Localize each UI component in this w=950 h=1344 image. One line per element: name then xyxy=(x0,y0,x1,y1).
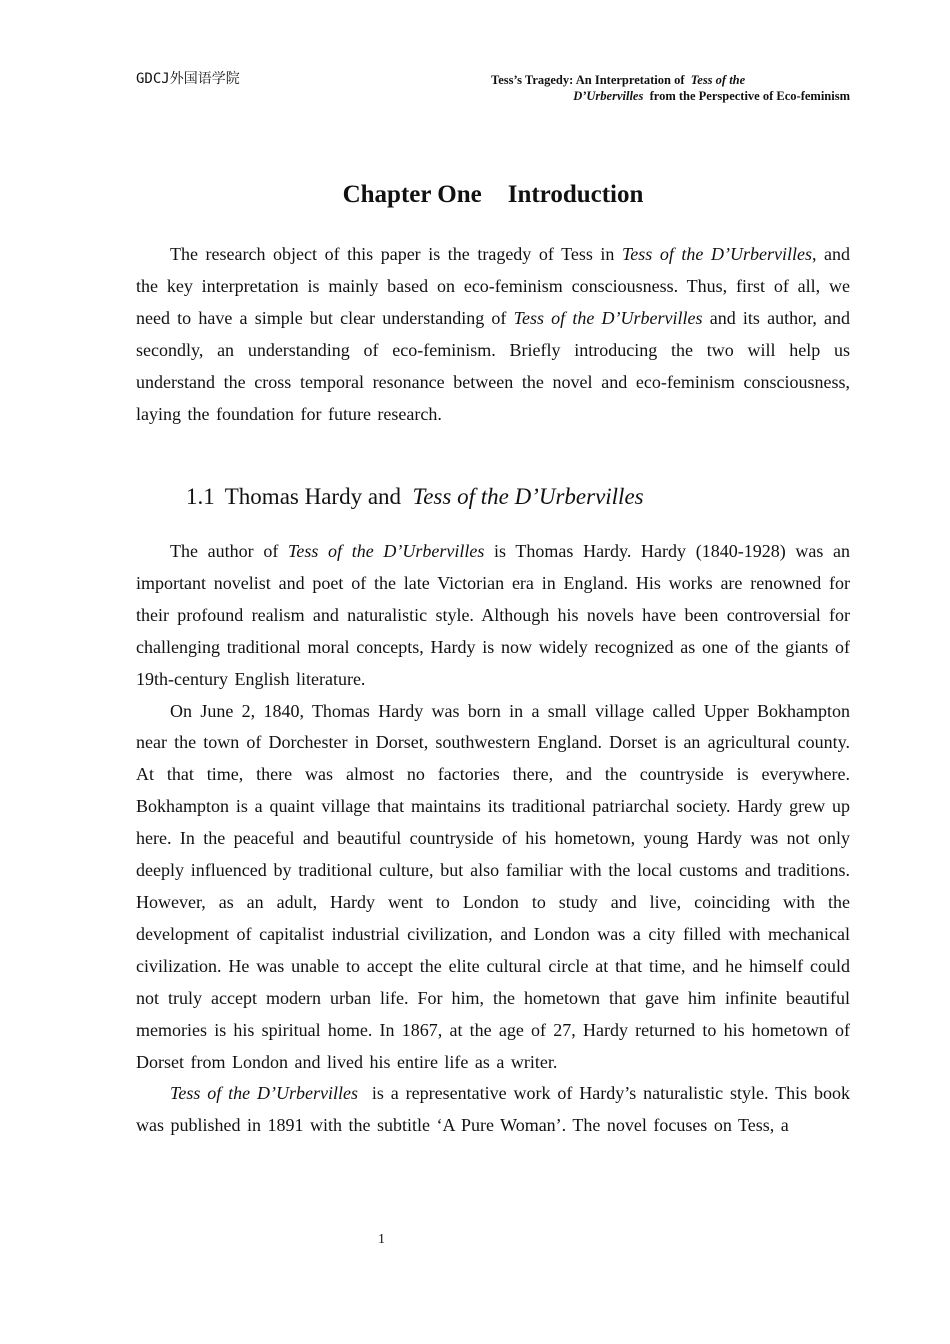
intro-text-1: The research object of this paper is the tragedy of Tess in xyxy=(170,244,615,264)
chapter-name: Introduction xyxy=(507,181,644,208)
section-1-1-body xyxy=(136,536,850,1142)
intro-italic-title-1: Tess of the D’Urbervilles xyxy=(621,244,812,264)
header-institution: GDCJ外国语学院 xyxy=(136,71,240,87)
intro-text-3: and its author, and secondly, an understanding of eco-feminism. Briefly introducing the two will help us understand the cross temporal resonance between the novel and eco-feminism consciousness, laying the foundation for future research. xyxy=(136,307,851,424)
section-title-italic: Tess of the D’Urbervilles xyxy=(412,484,644,509)
header-title-line-1 xyxy=(470,72,850,88)
novel-text: is a representative work of Hardy’s naturalistic style. This book was published in 1891 with the subtitle ‘A Pure Woman’. The novel focuses on Tess, a xyxy=(136,1083,851,1136)
section-number: 1.1 xyxy=(186,484,215,509)
header-title-italic-part1: Tess of the xyxy=(690,73,746,87)
intro-text-2: , and the key interpretation is mainly based on eco-feminism consciousness. Thus, first of all, we need to have a simple but clear understanding of xyxy=(136,244,850,328)
section-heading-1-1 xyxy=(186,484,644,510)
biography-paragraph: On June 2, 1840, Thomas Hardy was born in a small village called Upper Bokhampton near the town of Dorchester in Dorset, southwestern England. Dorset is an agricultural county. At that time, there was almost no factories there, and the countryside is everywhere. Bokhampton is a quaint village that maintains its traditional patriarchal society. Hardy grew up here. In the peaceful and beautiful countryside of his hometown, young Hardy was not only deeply influenced by traditional culture, but also familiar with the local customs and traditions. However, as an adult, Hardy went to London to study and live, coinciding with the development of capitalist industrial civilization, and London was a city filled with mechanical civilization. He was unable to accept the elite cultural circle at that time, and he himself could not truly accept modern urban life. For him, the hometown that gave him infinite beautiful memories is his spiritual home. In 1867, at the age of 27, Hardy returned to his hometown of Dorset from London and lived his entire life as a writer. xyxy=(136,700,850,1072)
section-title-prefix: Thomas Hardy and xyxy=(224,484,402,509)
novel-paragraph xyxy=(136,1078,850,1142)
header-title-italic-part2: D’Urbervilles xyxy=(573,89,644,103)
intro-paragraph xyxy=(136,239,850,430)
chapter-title xyxy=(0,181,950,209)
header-running-title xyxy=(470,72,850,104)
header-title-suffix: from the Perspective of Eco-feminism xyxy=(649,89,850,103)
page-number: 1 xyxy=(378,1232,385,1247)
intro-italic-title-2: Tess of the D’Urbervilles xyxy=(513,307,703,328)
intro-section xyxy=(136,239,850,430)
author-text-1: The author of xyxy=(170,541,279,561)
author-text-2: is Thomas Hardy. Hardy (1840-1928) was an important novelist and poet of the late Victorian era in England. His works are renowned for their profound realism and naturalistic style. Although his novels have been controversial for challenging traditional moral concepts, Hardy is now widely recognized as one of the giants of 19th-century English literature. xyxy=(136,541,851,689)
header-title-prefix: Tess’s Tragedy: An Interpretation of xyxy=(491,73,685,87)
author-italic-title: Tess of the D’Urbervilles xyxy=(288,541,485,561)
novel-italic-title: Tess of the D’Urbervilles xyxy=(170,1083,359,1104)
header-title-line-2 xyxy=(470,88,850,104)
chapter-number: Chapter One xyxy=(342,181,482,208)
author-paragraph xyxy=(136,536,850,696)
